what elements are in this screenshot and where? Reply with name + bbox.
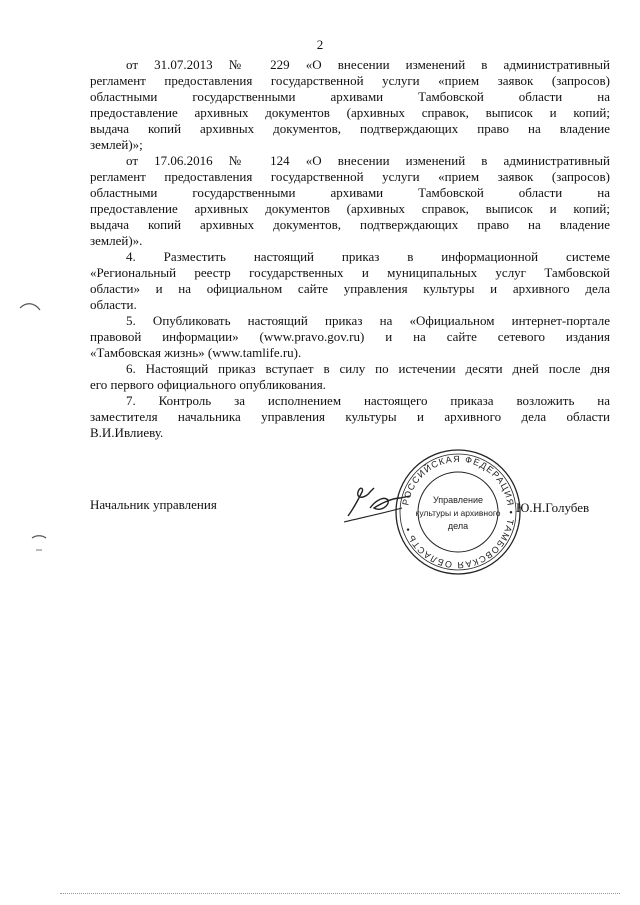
- text-line: от 17.06.2016 № 124 «О внесении изменений в административный: [126, 153, 610, 168]
- text-line: выдача копий архивных документов, подтверждающих право на владение: [90, 121, 610, 136]
- text-line: 4. Разместить настоящий приказ в информационной системе: [126, 249, 610, 264]
- text-line: областными государственными архивами Тамбовской области на: [90, 185, 610, 200]
- text-line: «Региональный реестр государственных и муниципальных услуг Тамбовской: [90, 265, 610, 280]
- text-line: его первого официального опубликования.: [90, 377, 326, 392]
- text-line: предоставление архивных документов (архивных справок, выписок и копий;: [90, 105, 610, 120]
- stamp-ring-text: РОССИЙСКАЯ ФЕДЕРАЦИЯ • ТАМБОВСКАЯ ОБЛАСТЬ •: [400, 453, 517, 571]
- margin-mark: [30, 532, 50, 554]
- stamp-center-line-1: Управление: [432, 495, 484, 505]
- scan-edge-line: [60, 893, 620, 894]
- text-line: землей)».: [90, 233, 143, 248]
- document-body: [90, 57, 610, 441]
- official-stamp: [393, 447, 523, 577]
- text-line: области» и на официальном сайте управления культуры и архивного дела: [90, 281, 610, 296]
- text-line: землей)»;: [90, 137, 143, 152]
- text-line: правовой информации» (www.pravo.gov.ru) и на сайте сетевого издания: [90, 329, 610, 344]
- text-line: «Тамбовская жизнь» (www.tamlife.ru).: [90, 345, 302, 360]
- signatory-name: Ю.Н.Голубев: [516, 500, 590, 515]
- text-line: регламент предоставления государственной услуги «прием заявок (запросов): [90, 169, 610, 184]
- page-number: 2: [316, 37, 324, 52]
- text-line: предоставление архивных документов (архивных справок, выписок и копий;: [90, 201, 610, 216]
- margin-mark: [18, 300, 44, 314]
- text-line: заместителя начальника управления культуры и архивного дела области: [90, 409, 610, 424]
- text-line: 6. Настоящий приказ вступает в силу по истечении десяти дней после дня: [126, 361, 610, 376]
- text-line: 7. Контроль за исполнением настоящего приказа возложить на: [126, 393, 610, 408]
- signatory-position: Начальник управления: [90, 497, 217, 512]
- text-line: регламент предоставления государственной услуги «прием заявок (запросов): [90, 73, 610, 88]
- text-line: выдача копий архивных документов, подтверждающих право на владение: [90, 217, 610, 232]
- text-line: В.И.Ивлиеву.: [90, 425, 164, 440]
- text-line: 5. Опубликовать настоящий приказ на «Официальном интернет-портале: [126, 313, 610, 328]
- stamp-center-line-2: культуры и архивного: [415, 508, 501, 518]
- stamp-center-line-3: дела: [447, 521, 469, 531]
- text-line: области.: [90, 297, 137, 312]
- text-line: областными государственными архивами Тамбовской области на: [90, 89, 610, 104]
- text-line: от 31.07.2013 № 229 «О внесении изменений в административный: [126, 57, 610, 72]
